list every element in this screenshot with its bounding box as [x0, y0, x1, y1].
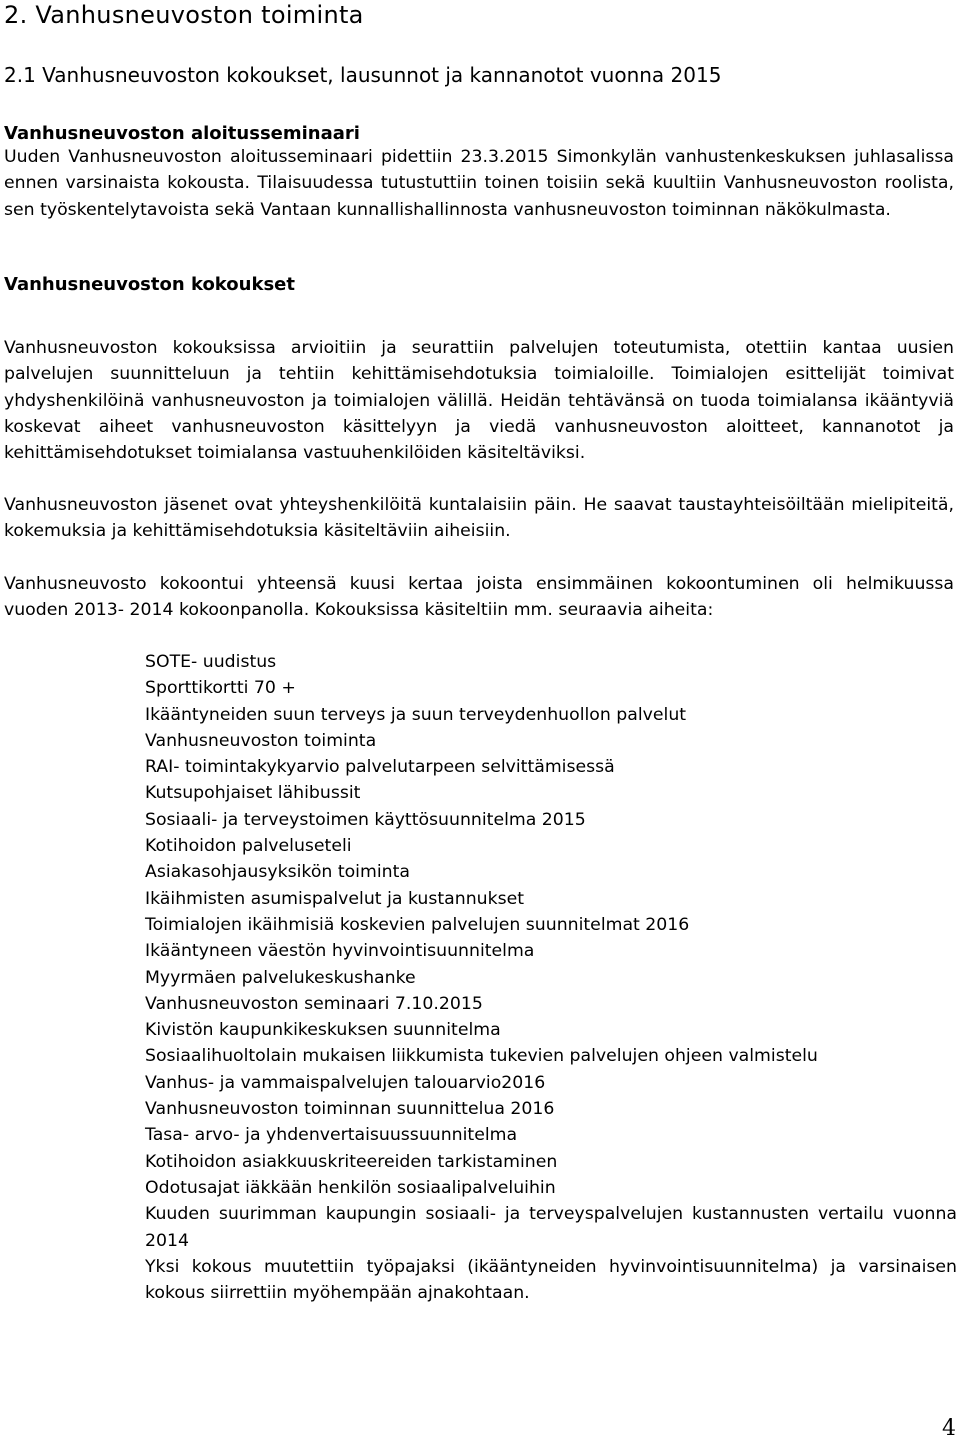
- list-item: Kotihoidon asiakkuuskriteereiden tarkistaminen: [145, 1151, 558, 1172]
- page-number: 4: [942, 1416, 956, 1441]
- list-item: Vanhus- ja vammaispalvelujen talouarvio2016: [145, 1072, 546, 1093]
- seminar-paragraph: Uuden Vanhusneuvoston aloitusseminaari pidettiin 23.3.2015 Simonkylän vanhustenkeskuksen juhlasalissa ennen varsinaista kokousta. Tilaisuudessa tutustuttiin toinen toisiin sekä kuultiin Vanhusneuvoston roolista, sen työskentelytavoista sekä Vantaan kunnallishallinnosta vanhusneuvoston toiminnan näkökulmasta.: [4, 147, 954, 220]
- list-item: Sosiaalihuoltolain mukaisen liikkumista tukevien palvelujen ohjeen valmistelu: [145, 1046, 818, 1067]
- list-item: Kotihoidon palveluseteli: [145, 836, 352, 857]
- list-item: Odotusajat iäkkään henkilön sosiaalipalveluihin: [145, 1177, 556, 1198]
- list-item: Toimialojen ikäihmisiä koskevien palvelujen suunnitelmat 2016: [145, 914, 690, 935]
- list-item: Sosiaali- ja terveystoimen käyttösuunnitelma 2015: [145, 809, 586, 830]
- list-item: Ikääntyneen väestön hyvinvointisuunnitelma: [145, 941, 535, 962]
- meetings-title: Vanhusneuvoston kokoukset: [4, 274, 295, 295]
- list-item: Myyrmäen palvelukeskushanke: [145, 967, 416, 988]
- seminar-title: Vanhusneuvoston aloitusseminaari: [4, 123, 360, 144]
- list-item: Kivistön kaupunkikeskuksen suunnitelma: [145, 1020, 501, 1041]
- meetings-paragraph-2: Vanhusneuvoston jäsenet ovat yhteyshenkilöitä kuntalaisiin päin. He saavat taustayhteisöiltään mielipiteitä, kokemuksia ja kehittämisehdotuksia käsiteltäviin aiheisiin.: [4, 495, 954, 542]
- subsection-heading: 2.1 Vanhusneuvoston kokoukset, lausunnot ja kannanotot vuonna 2015: [4, 63, 722, 87]
- list-item: Kutsupohjaiset lähibussit: [145, 783, 361, 804]
- list-item: Vanhusneuvoston toiminta: [145, 730, 377, 751]
- list-item: SOTE- uudistus: [145, 652, 277, 672]
- list-item: Asiakasohjausyksikön toiminta: [145, 862, 410, 883]
- section-heading: 2. Vanhusneuvoston toiminta: [4, 1, 364, 29]
- list-item: Ikäihmisten asumispalvelut ja kustannukset: [145, 888, 525, 909]
- meetings-paragraph-1: Vanhusneuvoston kokouksissa arvioitiin ja seurattiin palvelujen toteutumista, otettiin kantaa uusien palvelujen suunnitteluun ja tehtiin kehittämisehdotuksia toimialoille. Toimialojen esittelijät toimivat yhdyshenkilöinä vanhusneuvoston ja toimialojen välillä. Heidän tehtävänsä on tuoda toimialansa ikääntyviä koskevat aiheet vanhusneuvoston käsittelyyn ja viedä vanhusneuvoston aloitteet, kannanotot ja kehittämisehdotukset toimialansa vastuuhenkilöiden käsiteltäviksi.: [4, 338, 954, 464]
- list-item: Tasa- arvo- ja yhdenvertaisuussuunnitelma: [145, 1125, 518, 1146]
- topics-list: [145, 649, 957, 1306]
- list-item: Kuuden suurimman kaupungin sosiaali- ja terveyspalvelujen kustannusten vertailu vuonna 2014: [145, 1204, 957, 1251]
- list-item: Ikääntyneiden suun terveys ja suun terveydenhuollon palvelut: [145, 704, 687, 725]
- list-item: RAI- toimintakykyarvio palvelutarpeen selvittämisessä: [145, 757, 615, 778]
- list-item: Vanhusneuvoston toiminnan suunnittelua 2016: [145, 1099, 555, 1120]
- meetings-paragraph-3: Vanhusneuvosto kokoontui yhteensä kuusi kertaa joista ensimmäinen kokoontuminen oli helmikuussa vuoden 2013- 2014 kokoonpanolla. Kokouksissa käsiteltiin mm. seuraavia aiheita:: [4, 574, 954, 621]
- list-item: Yksi kokous muutettiin työpajaksi (ikääntyneiden hyvinvointisuunnitelma) ja varsinaisen kokous siirrettiin myöhempään ajnakohtaan.: [145, 1256, 957, 1304]
- list-item: Sporttikortti 70 +: [145, 678, 296, 699]
- list-item: Vanhusneuvoston seminaari 7.10.2015: [145, 993, 483, 1014]
